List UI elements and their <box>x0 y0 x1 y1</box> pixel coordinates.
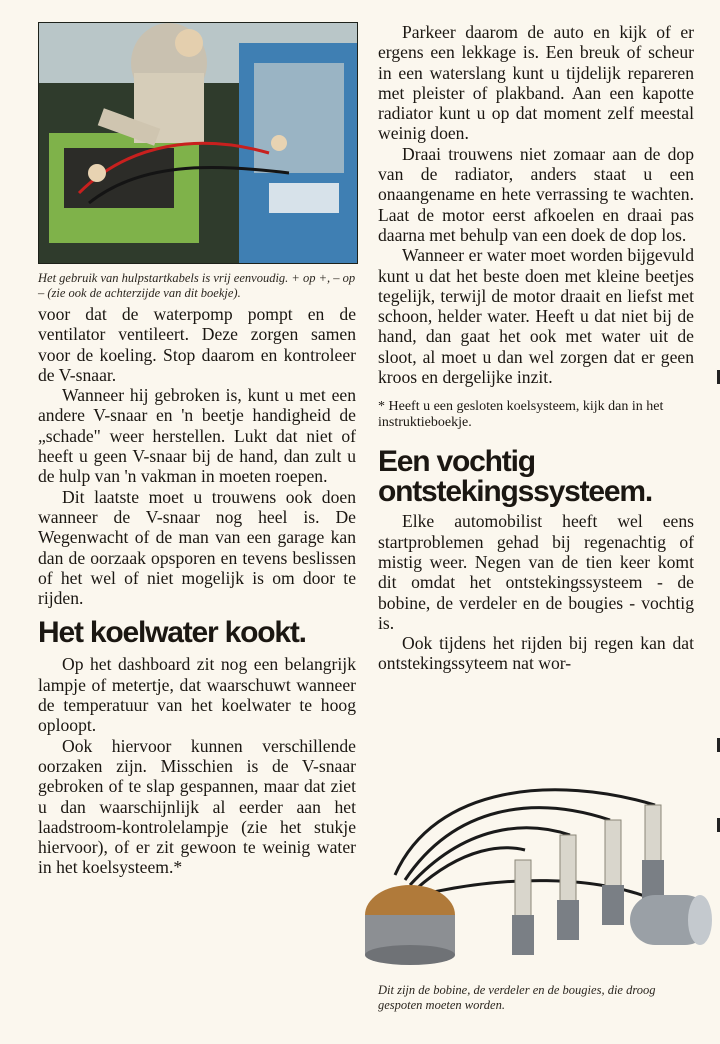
footnote: * Heeft u een gesloten koelsysteem, kijk dan in het instruktieboekje. <box>378 399 664 431</box>
paragraph: Dit laatste moet u trouwens ook doen wanneer de V-snaar nog heel is. De Wegenwacht of de man van een garage kan dan de oorzaak opsporen en tevens beslissen of het wel of niet mogelijk is om door te rijden. <box>38 486 356 609</box>
paragraph: Op het dashboard zit nog een belangrijk lampje of metertje, dat waarschuwt wanneer de temperatuur van het koelwater te hoog oploopt. <box>38 654 356 736</box>
paragraph: Wanneer hij gebroken is, kunt u met een andere V-snaar en 'n beetje handigheid de „schade" weer herstellen. Lukt dat niet of heeft u geen V-snaar bij de hand, dan zult u de hulp van 'n vakman in moeten roepen. <box>38 385 356 487</box>
jump-start-photo <box>38 22 358 264</box>
left-body <box>38 304 356 608</box>
heading-line: ontstekingssysteem. <box>378 475 652 509</box>
paragraph: Ook hiervoor kunnen verschillende oorzaken zijn. Misschien is de V-snaar gebroken of te slap gespannen, maar dat ziet u dan waarschijnlijk al eerder aan het laadstroom-kontrolelampje (zie het stukje hiervoor), of er zit gewoon te weinig water in het koelsysteem.* <box>38 735 356 878</box>
paragraph: voor dat de waterpomp pompt en de ventilator ventileert. Deze zorgen samen voor de koeling. Stop daarom en kontroleer de V-snaar. <box>38 304 356 385</box>
paragraph: Ook tijdens het rijden bij regen kan dat ontstekingssyteem nat wor- <box>378 633 694 674</box>
ignition-illustration <box>355 765 715 965</box>
paragraph: Draai trouwens niet zomaar aan de dop van de radiator, anders staat u een onaangename en hete verrassing te wachten. Laat de motor eerst afkoelen en draai pas daarna met behulp van een doek de dop los. <box>378 143 694 245</box>
section-heading-ontsteking <box>378 447 694 507</box>
paragraph: Wanneer er water moet worden bijgevuld kunt u dat het beste doen met kleine beetjes tegelijk, terwijl de motor draait en liefst met schoon, helder water. Heeft u dat niet bij de hand, dan gaat het ook met water uit de sloot, al moet u dan wel zorgen dat er geen kroos en dergelijke inzit. <box>378 245 694 388</box>
heading-line: Een vochtig <box>378 445 535 479</box>
paragraph: Parkeer daarom de auto en kijk of er ergens een lekkage is. Een breuk of scheur in een waterslang kunt u tijdelijk repareren met pleister of plakband. Aan een kapotte radiator kunt u op dat moment zelf meestal weinig doen. <box>378 22 694 144</box>
right-column <box>378 22 694 674</box>
left-body-2 <box>38 654 356 877</box>
photo-caption-right: Dit zijn de bobine, de verdeler en de bougies, die droog gespoten moeten worden. <box>378 983 656 1012</box>
section-heading-koelwater: Het koelwater kookt. <box>38 616 306 650</box>
left-column <box>38 22 356 878</box>
paragraph: Elke automobilist heeft wel eens startproblemen gehad bij regenachtig of mistig weer. Negen van de tien keer komt dit omdat het ontstekingssysteem - de bobine, de verdeler en de bougies - vochtig is. <box>378 511 694 633</box>
right-body <box>378 22 694 387</box>
photo-caption-left: Het gebruik van hulpstartkabels is vrij eenvoudig. + op +, – op – (zie ook de achterzijde van dit boekje). <box>38 271 356 300</box>
right-body-2 <box>378 511 694 673</box>
ignition-parts-photo <box>355 765 715 965</box>
jump-start-illustration <box>39 23 357 263</box>
